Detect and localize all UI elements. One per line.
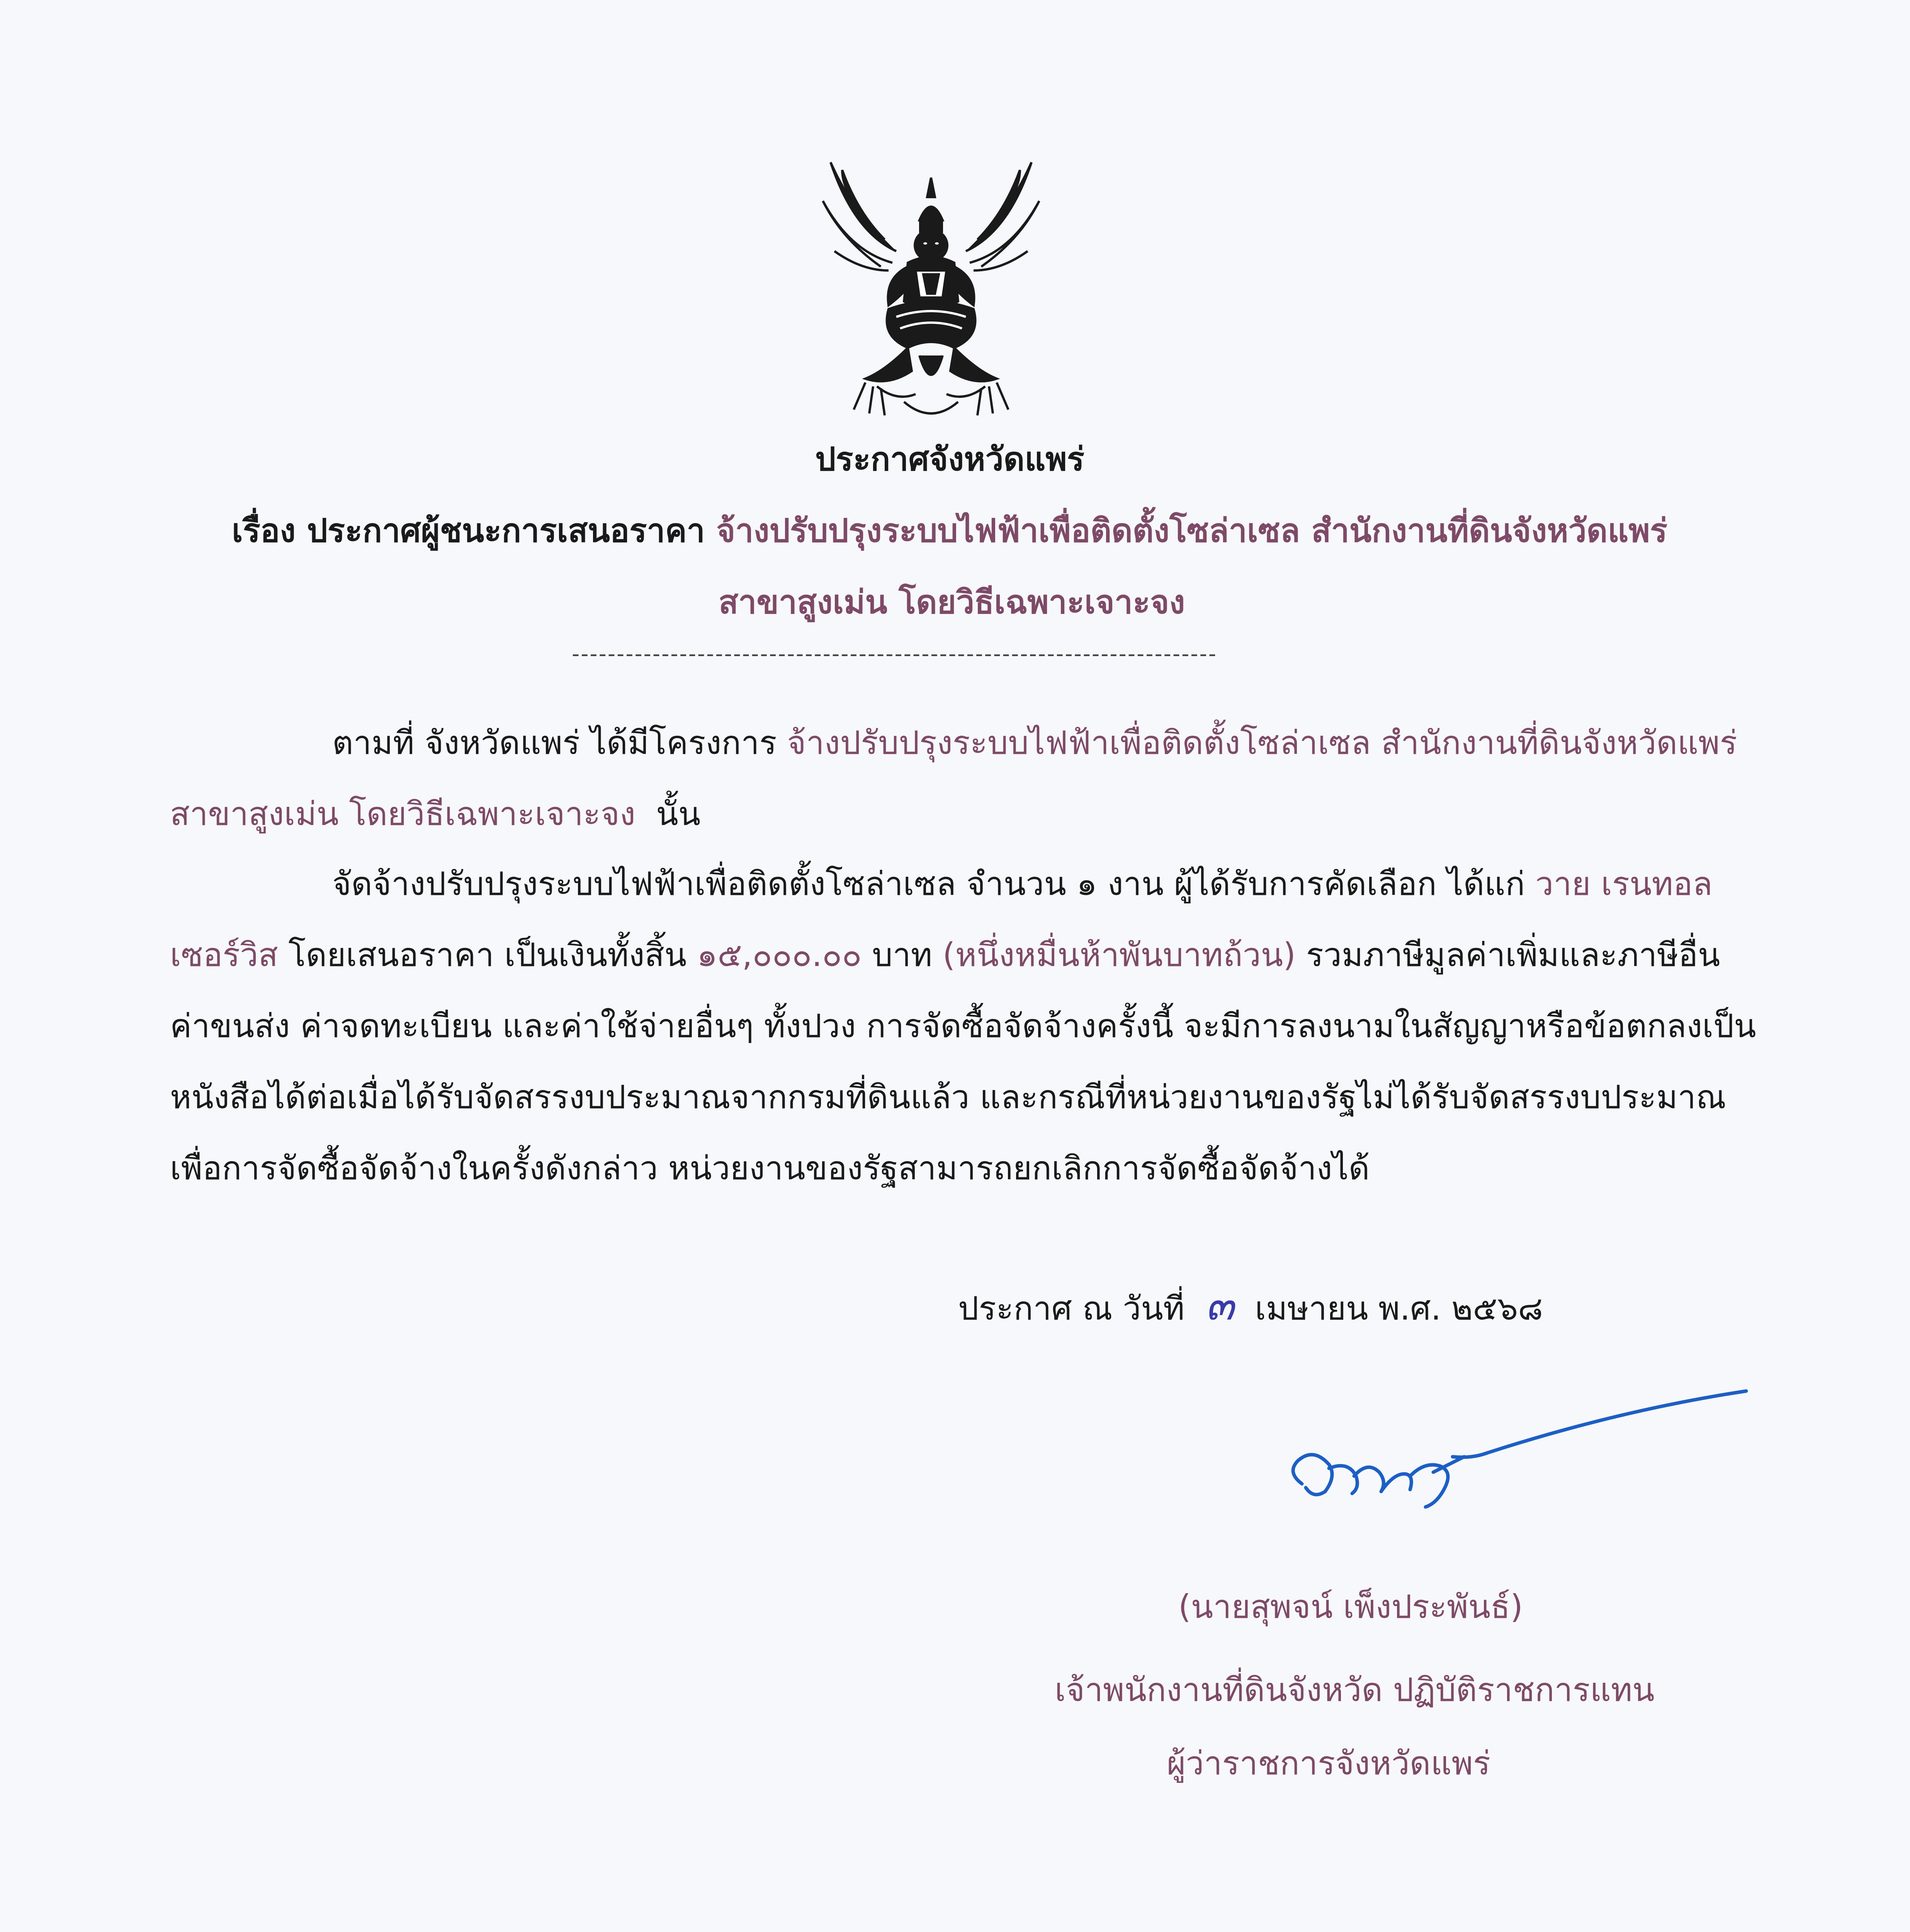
- date-day: ๓: [1205, 1280, 1234, 1330]
- paragraph2-text: จัดจ้างปรับปรุงระบบไฟฟ้าเพื่อติดตั้งโซล่าเซล จำนวน ๑ งาน ผู้ได้รับการคัดเลือก ได้แก่: [332, 865, 1525, 903]
- paragraph-award: [170, 848, 1756, 1204]
- paragraph2-line2-end: รวมภาษีมูลค่าเพิ่มและภาษีอื่น: [1306, 936, 1720, 974]
- paragraph2-line5: เพื่อการจัดซื้อจัดจ้างในครั้งดังกล่าว หน่วยงานของรัฐสามารถยกเลิกการจัดซื้อจัดจ้างได้: [170, 1149, 1370, 1187]
- subject-project-line2: สาขาสูงเม่น โดยวิธีเฉพาะเจาะจง: [719, 583, 1185, 621]
- paragraph1-line2: [170, 778, 1735, 849]
- handwritten-signature-icon: [1271, 1383, 1758, 1530]
- subject-line-1: [232, 504, 1667, 556]
- date-month-year: เมษายน พ.ศ. ๒๕๖๘: [1255, 1289, 1543, 1327]
- paragraph2-mid: โดยเสนอราคา เป็นเงินทั้งสิ้น: [288, 936, 687, 974]
- winner-name-part1: วาย เรนทอล: [1535, 865, 1713, 903]
- garuda-emblem-icon: [819, 155, 1043, 433]
- award-amount-words: (หนึ่งหมื่นห้าพันบาทถ้วน): [942, 936, 1296, 974]
- paragraph1-prefix: ตามที่ จังหวัดแพร่ ได้มีโครงการ: [332, 724, 777, 762]
- signatory-position-2: ผู้ว่าราชการจังหวัดแพร่: [1167, 1744, 1490, 1782]
- paragraph1-line1: [170, 707, 1735, 778]
- announcement-title: ประกาศจังหวัดแพร่: [815, 440, 1084, 478]
- signatory-name: (นายสุพจน์ เพ็งประพันธ์): [1178, 1588, 1523, 1626]
- date-prefix: ประกาศ ณ วันที่: [958, 1289, 1185, 1327]
- subject-prefix: เรื่อง ประกาศผู้ชนะการเสนอราคา: [232, 512, 705, 549]
- paragraph-reference: [170, 707, 1735, 849]
- paragraph2-line3: ค่าขนส่ง ค่าจดทะเบียน และค่าใช้จ่ายอื่นๆ ทั้งปวง การจัดซื้อจัดจ้างครั้งนี้ จะมีการลงนามในสัญญาหรือข้อตกลงเป็น: [170, 1007, 1756, 1045]
- paragraph2-line2: [170, 919, 1735, 990]
- award-amount: ๑๕,๐๐๐.๐๐: [697, 936, 862, 974]
- paragraph1-project-line2: สาขาสูงเม่น โดยวิธีเฉพาะเจาะจง: [170, 795, 636, 833]
- signatory-position: เจ้าพนักงานที่ดินจังหวัด ปฏิบัติราชการแทน: [1055, 1671, 1655, 1709]
- paragraph2-line1: [170, 848, 1735, 919]
- paragraph1-project-line1: จ้างปรับปรุงระบบไฟฟ้าเพื่อติดตั้งโซล่าเซล สำนักงานที่ดินจังหวัดแพร่: [787, 724, 1737, 762]
- paragraph2-line4: หนังสือได้ต่อเมื่อได้รับจัดสรรงบประมาณจากกรมที่ดินแล้ว และกรณีที่หน่วยงานของรัฐไม่ได้รับจัดสรรงบประมาณ: [170, 1078, 1726, 1116]
- award-currency: บาท: [872, 936, 933, 974]
- announcement-date: [958, 1271, 1543, 1338]
- winner-name-part2: เซอร์วิส: [170, 936, 278, 974]
- paragraph1-suffix: นั้น: [656, 795, 701, 833]
- divider-line: ------------------------------------------------------------------------: [572, 641, 1217, 667]
- subject-project-line1: จ้างปรับปรุงระบบไฟฟ้าเพื่อติดตั้งโซล่าเซล สำนักงานที่ดินจังหวัดแพร่: [716, 512, 1667, 549]
